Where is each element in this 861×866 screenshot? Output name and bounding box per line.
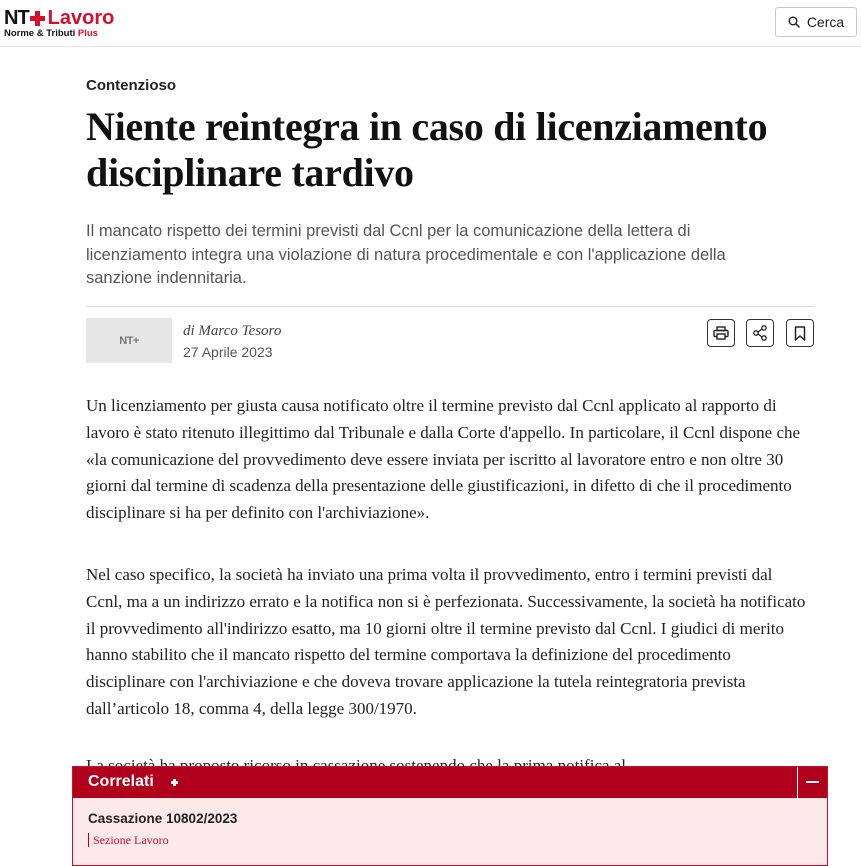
search-button[interactable] <box>775 7 857 37</box>
logo-subtitle <box>4 28 114 39</box>
correlati-header[interactable] <box>73 767 827 798</box>
logo-nt: NT <box>4 7 29 29</box>
article-title: Niente reintegra in caso di licenziamento disciplinare tardivo <box>86 104 768 195</box>
related-item-section: Sezione Lavoro <box>88 833 169 847</box>
bookmark-icon <box>794 326 806 341</box>
print-button[interactable] <box>707 319 735 347</box>
share-button[interactable] <box>746 319 774 347</box>
article-byline[interactable]: di Marco Tesoro <box>183 323 282 339</box>
logo-sub-main: Norme & Tributi <box>4 28 76 39</box>
collapse-button[interactable] <box>797 767 827 798</box>
author-avatar-label: NT+ <box>119 334 139 347</box>
article-summary: Il mancato rispetto dei termini previsti dal Ccnl per la comunicazione della lettera di licenziamento integra una violazione di natura procedimentale e con l'applicazione della sanzione indennitaria. <box>86 222 726 287</box>
site-logo[interactable] <box>4 8 114 39</box>
site-header <box>0 0 861 47</box>
logo-sub-plus: Plus <box>77 28 98 39</box>
related-item-title[interactable]: Cassazione 10802/2023 <box>88 811 238 826</box>
print-icon <box>713 326 729 340</box>
author-avatar <box>86 318 172 363</box>
logo-plus-icon <box>30 11 45 26</box>
correlati-title: Correlati <box>88 773 154 790</box>
divider <box>86 306 815 307</box>
correlati-panel <box>72 766 828 866</box>
article-date: 27 Aprile 2023 <box>183 344 273 360</box>
bookmark-button[interactable] <box>786 319 814 347</box>
logo-section: Lavoro <box>47 7 115 29</box>
article-paragraph: Nel caso specifico, la società ha inviato una prima volta il provvedimento, entro i termini previsti dal Ccnl, ma a un indirizzo errato e la notifica non si è perfezionata. Successivamente, la società ha notificato il provvedimento all'indirizzo esatto, ma 10 giorni oltre il termine previsto dal Ccnl. I giudici di merito hanno stabilito che il mancato rispetto del termine comportava la definizione del procedimento disciplinare con l'archiviazione e che doveva trovare applicazione la tutela reintegratoria prevista dall’articolo 18, comma 4, della legge 300/1970. <box>86 565 806 718</box>
plus-icon <box>171 779 178 786</box>
article-paragraph: Un licenziamento per giusta causa notificato oltre il termine previsto dal Ccnl applicato al rapporto di lavoro è stato ritenuto illegittimo dal Tribunale e dalla Corte d'appello. In particolare, il Ccnl dispone che «la comunicazione del provvedimento deve essere inviata per iscritto al lavoratore entro e non oltre 30 giorni dal termine di scadenza della presentazione delle giustificazioni, in difetto di che il procedimento disciplinare si ha per definito con l'archiviazione». <box>86 396 801 523</box>
search-icon <box>788 16 800 28</box>
search-label: Cerca <box>806 14 845 30</box>
share-icon <box>752 325 768 341</box>
article-kicker[interactable]: Contenzioso <box>86 77 176 94</box>
